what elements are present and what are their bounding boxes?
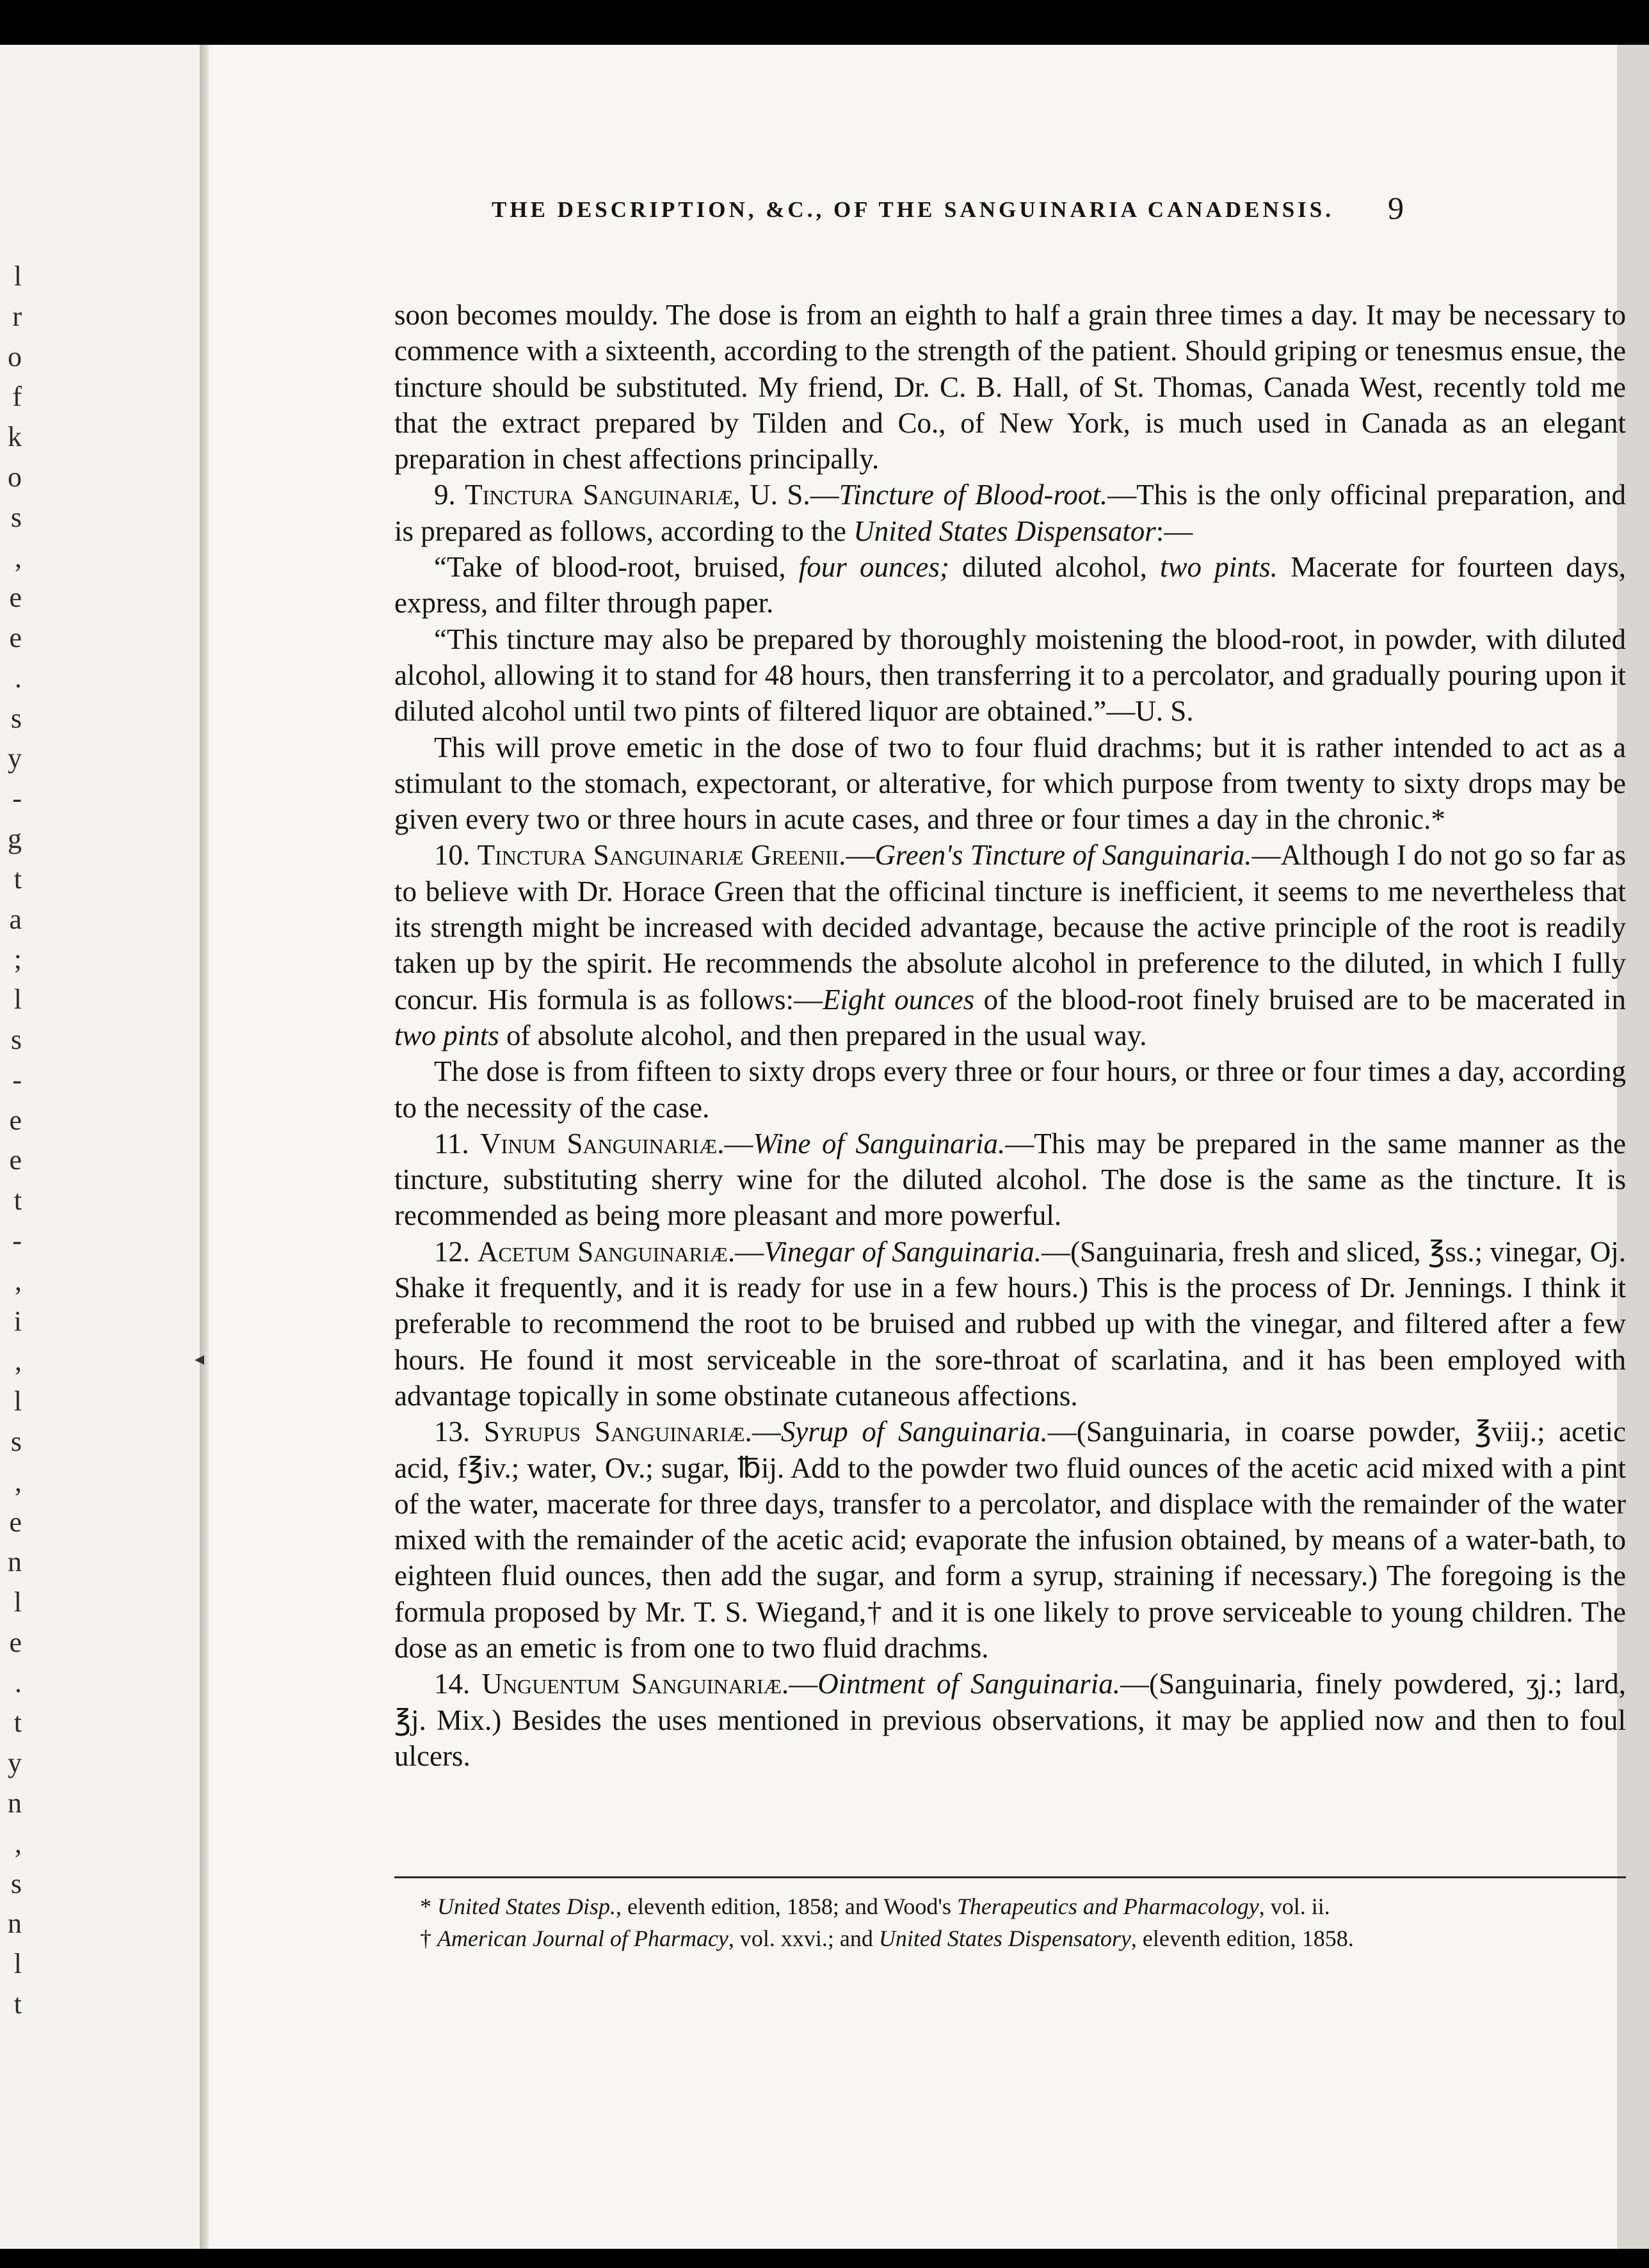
bleed-letter: e [9, 1626, 22, 1658]
bleed-letter: s [10, 1425, 22, 1457]
section-title: Tincture of Blood-root. [839, 479, 1108, 511]
bleed-letter: . [15, 662, 22, 694]
bleed-letter: s [10, 702, 22, 734]
bleed-letter: e [9, 1144, 22, 1176]
bleed-letter: - [12, 783, 22, 815]
bleed-letter: e [9, 1104, 22, 1136]
bleed-letter: e [9, 582, 22, 614]
bleed-letter: i [13, 1305, 22, 1337]
bleed-letter: y [8, 1747, 22, 1779]
bleed-letter: ; [13, 943, 22, 975]
paragraph-quote: “Take of blood-root, bruised, four ounces; diluted alcohol, two pints. Macerate for fourteen days, express, and filter through paper. [394, 551, 1626, 619]
page-header [209, 190, 1617, 232]
running-head: THE DESCRIPTION, &C., OF THE SANGUINARIA CANADENSIS. [492, 197, 1335, 222]
body-text [394, 297, 1626, 1774]
bleed-letter: l [13, 260, 22, 292]
paragraph-quote: “This tincture may also be prepared by thoroughly moistening the blood-root, in powder, with diluted alcohol, allowing it to stand for 48 hours, then transferring it to a percolator, and gradually pouring upon it diluted alcohol until two pints of filtered liquor are obtained.”—U. S. [394, 623, 1626, 728]
paragraph-section-14: 14. Unguentum Sanguinariæ.—Ointment of Sanguinaria.—(Sanguinaria, finely powdered, ʒj.; lard, ℥j. Mix.) Besides the uses mentioned in previous observations, it may be applied now and then to foul ulcers. [394, 1668, 1627, 1772]
bleed-letter: s [10, 1867, 22, 1899]
bleed-letter: l [13, 1586, 22, 1618]
bleed-letter: , [15, 541, 22, 573]
bleed-letter: , [15, 1265, 22, 1297]
bleed-letter: s [10, 1024, 22, 1056]
bleed-letter: o [8, 461, 22, 493]
bleed-letter: l [13, 1948, 22, 1980]
bleed-letter: y [8, 742, 22, 774]
bleed-letter: , [15, 1345, 22, 1377]
bleed-letter: l [13, 1386, 22, 1418]
bleed-letter: o [8, 340, 22, 372]
section-name: Tinctura Sanguinariæ Greenii. [477, 839, 846, 872]
section-title: Vinegar of Sanguinaria. [764, 1235, 1042, 1268]
section-name: Syrupus Sanguinariæ. [483, 1416, 752, 1448]
bleed-letter: t [13, 863, 22, 895]
bleed-letter: - [12, 1064, 22, 1096]
bleed-letter: g [8, 823, 22, 855]
footnote: † American Journal of Pharmacy, vol. xxvi.; and United States Dispensatory, eleventh edition, 1858. [420, 1926, 1354, 1951]
bleed-letter: t [13, 1988, 22, 2020]
bleed-letter: s [10, 501, 22, 533]
page-gutter [200, 45, 209, 2249]
page-number: 9 [1388, 190, 1404, 226]
paragraph-section-13: 13. Syrupus Sanguinariæ.—Syrup of Sanguinaria.—(Sanguinaria, in coarse powder, ℥viij.; acetic acid, f℥iv.; water, Ov.; sugar, ℔ij. Add to the powder two fluid ounces of the acetic acid mixed with a pint of the water, macerate for three days, transfer to a percolator, and displace with the remainder of the water mixed with the remainder of the acetic acid; evaporate the infusion obtained, by means of a water-bath, to eighteen fluid ounces, then add the sugar, and form a syrup, straining if necessary.) The foregoing is the formula proposed by Mr. T. S. Wiegand,† and it is one likely to prove serviceable to young children. The dose as an emetic is from one to two fluid drachms. [394, 1416, 1626, 1664]
section-name: Acetum Sanguinariæ. [477, 1235, 736, 1268]
section-name: Tinctura Sanguinariæ, [465, 479, 741, 511]
bleed-letter: l [13, 984, 22, 1016]
paragraph-section-10: 10. Tinctura Sanguinariæ Greenii.—Green's Tincture of Sanguinaria.—Although I do not go so far as to believe with Dr. Horace Green that the officinal tincture is inefficient, it seems to me nevertheless that its strength might be increased with decided advantage, because the active principle of the root is readily taken up by the spirit. He recommends the absolute alcohol in preference to the diluted, in which I fully concur. His formula is as follows:—Eight ounces of the blood-root finely bruised are to be macerated in two pints of absolute alcohol, and then prepared in the usual way. [394, 839, 1627, 1051]
bleed-letter: n [8, 1908, 22, 1940]
facing-page-edge [0, 45, 200, 2249]
bleed-letter: n [8, 1546, 22, 1578]
book-page [209, 45, 1627, 2249]
bleed-letter: k [8, 421, 22, 453]
bleed-letter: t [13, 1707, 22, 1739]
paragraph-section-12: 12. Acetum Sanguinariæ.—Vinegar of Sanguinaria.—(Sanguinaria, fresh and sliced, ℥ss.; vinegar, Oj. Shake it frequently, and it is ready for use in a few hours.) This is the process of Dr. Jennings. I think it preferable to recommend the root to be bruised and rubbed up with the vinegar, and filtered after a few hours. He found it most serviceable in the sore-throat of scarlatina, and it has been employed with advantage topically in some obstinate cutaneous affections. [394, 1235, 1627, 1412]
section-title: Syrup of Sanguinaria. [780, 1416, 1048, 1448]
bleed-letter: a [9, 903, 22, 935]
section-name: Unguentum Sanguinariæ. [481, 1668, 789, 1700]
margin-arrow-mark: ◂ [195, 1348, 205, 1370]
paragraph-section-9: 9. Tinctura Sanguinariæ, U. S.—Tincture of Blood-root.—This is the only officinal preparation, and is prepared as follows, according to the United States Dispensator:— [394, 479, 1626, 547]
section-title: Ointment of Sanguinaria. [817, 1668, 1120, 1700]
bleed-letter: . [15, 1666, 22, 1698]
bleed-letter: , [15, 1827, 22, 1859]
footnotes [394, 1892, 1626, 1956]
bleed-letter: , [15, 1465, 22, 1497]
footnote-rule [394, 1876, 1626, 1878]
bleed-letter: r [12, 300, 22, 332]
paragraph: soon becomes mouldy. The dose is from an eighth to half a grain three times a day. It may be necessary to commence with a sixteenth, according to the strength of the patient. Should griping or tenesmus ensue, the tincture should be substituted. My friend, Dr. C. B. Hall, of St. Thomas, Canada West, recently told me that the extract prepared by Tilden and Co., of New York, is much used in Canada as an elegant preparation in chest affections principally. [394, 299, 1626, 475]
bleed-letter: t [13, 1185, 22, 1217]
section-name: Vinum Sanguinariæ. [480, 1127, 725, 1160]
paragraph: The dose is from fifteen to sixty drops every three or four hours, or three or four times a day, according to the necessity of the case. [394, 1055, 1626, 1124]
paragraph: This will prove emetic in the dose of two to four fluid drachms; but it is rather intended to act as a stimulant to the stomach, expectorant, or alterative, for which purpose from twenty to sixty drops may be given every two or three hours in acute cases, and three or four times a day in the chronic.* [394, 731, 1626, 836]
paragraph-section-11: 11. Vinum Sanguinariæ.—Wine of Sanguinaria.—This may be prepared in the same manner as the tincture, substituting sherry wine for the diluted alcohol. The dose is the same as the tincture. It is recommended as being more pleasant and more powerful. [394, 1127, 1627, 1232]
bleed-letter: e [9, 622, 22, 654]
section-title: Wine of Sanguinaria. [753, 1127, 1006, 1160]
bleed-letter: - [12, 1224, 22, 1256]
section-title: Green's Tincture of Sanguinaria. [874, 839, 1252, 872]
bleed-letter: e [9, 1506, 22, 1538]
bleed-letter: f [12, 381, 22, 413]
footnote: * United States Disp., eleventh edition, 1858; and Wood's Therapeutics and Pharmacology, vol. ii. [420, 1894, 1330, 1919]
bleed-letter: n [8, 1787, 22, 1819]
